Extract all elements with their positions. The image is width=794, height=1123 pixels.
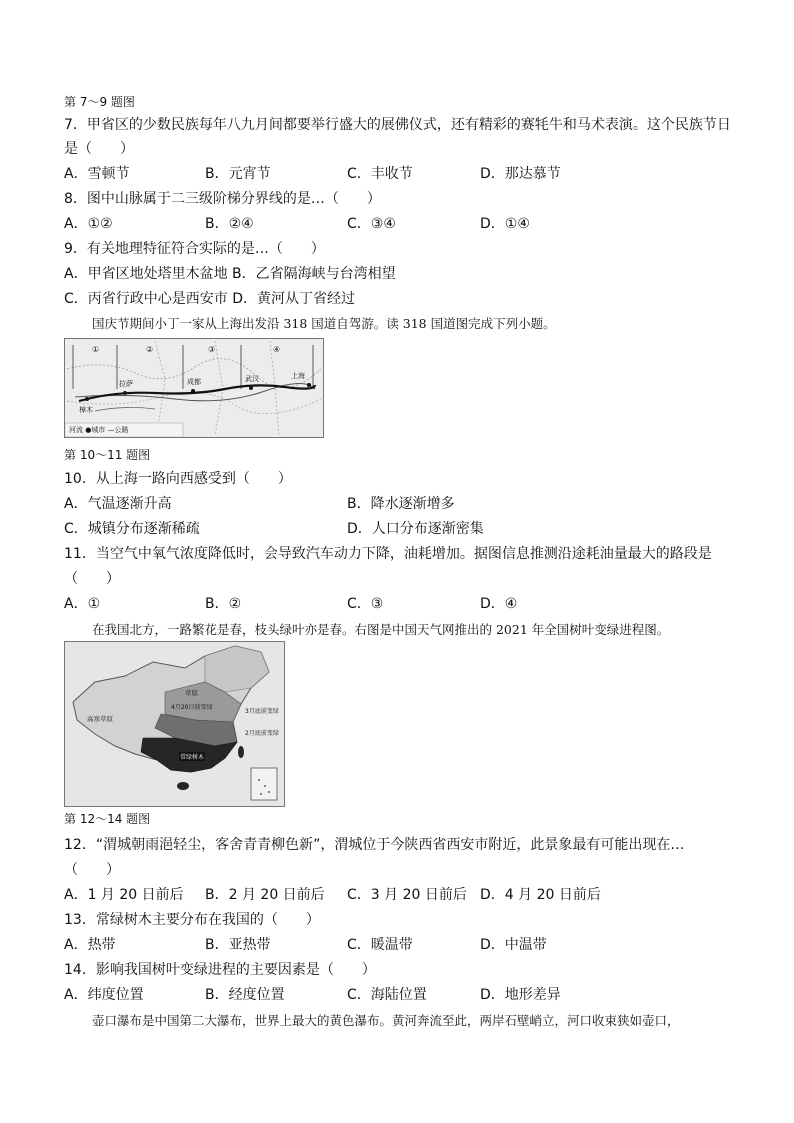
q9-options-row-2: C．丙省行政中心是西安市 D．黄河从丁省经过 [64, 291, 356, 307]
q14-option-c: C．海陆位置 [347, 987, 427, 1003]
map-segment-1: ① [92, 345, 100, 354]
q10-option-d: D．人口分布逐渐密集 [347, 521, 484, 537]
map-label-march-end: 3月底前变绿 [245, 708, 279, 715]
question-8-text: 8．图中山脉属于二三级阶梯分界线的是…（ ） [64, 191, 381, 207]
map-label-grassland: 草原 [185, 689, 198, 697]
map-city-wuhan: 武汉 [245, 375, 259, 383]
q12-option-b: B．2 月 20 日前后 [205, 887, 325, 903]
figure-caption-10-11: 第 10～11 题图 [64, 448, 151, 462]
map-city-chengdu: 成都 [187, 378, 201, 386]
q10-11-intro: 国庆节期间小丁一家从上海出发沿 318 国道自驾游。读 318 国道图完成下列小题。 [92, 316, 556, 331]
q11-option-a: A．① [64, 596, 101, 612]
q14-option-a: A．纬度位置 [64, 987, 144, 1003]
q7-option-d: D．那达慕节 [480, 166, 561, 182]
q8-option-b: B．②④ [205, 216, 254, 232]
map-legend: 河流 ●城市 —公路 [69, 426, 129, 434]
q14-option-b: B．经度位置 [205, 987, 285, 1003]
q12-14-intro: 在我国北方，一路繁花是春，枝头绿叶亦是春。右图是中国天气网推出的 2021 年全国树叶变绿进程图。 [92, 622, 670, 637]
q7-option-b: B．元宵节 [205, 166, 271, 182]
map-segment-3: ③ [208, 345, 216, 354]
figure-caption-12-14: 第 12～14 题图 [64, 812, 151, 826]
q7-option-c: C．丰收节 [347, 166, 413, 182]
q7-option-a: A．雪顿节 [64, 166, 130, 182]
question-11-text: 11．当空气中氧气浓度降低时，会导致汽车动力下降，油耗增加。据图信息推测沿途耗油量最大的路段是 [64, 546, 712, 562]
question-11-text-cont: （ ） [64, 571, 120, 587]
q13-option-d: D．中温带 [480, 937, 547, 953]
route-318-map [64, 338, 324, 438]
q12-option-c: C．3 月 20 日前后 [347, 887, 467, 903]
map-label-alpine-grassland: 高寒草原 [87, 715, 113, 723]
question-14-text: 14．影响我国树叶变绿进程的主要因素是（ ） [64, 962, 376, 978]
question-10-text: 10．从上海一路向西感受到（ ） [64, 471, 292, 487]
map-city-lhasa: 拉萨 [119, 380, 133, 388]
q13-option-b: B．亚热带 [205, 937, 271, 953]
q10-option-b: B．降水逐渐增多 [347, 496, 455, 512]
q9-options-row-1: A．甲省区地处塔里木盆地 B．乙省隔海峡与台湾相望 [64, 266, 396, 282]
map-segment-4: ④ [273, 345, 281, 354]
question-12-text: 12．“渭城朝雨浥轻尘，客舍青青柳色新”，渭城位于今陕西省西安市附近，此景象最有可能出现在… [64, 837, 685, 853]
q12-option-a: A．1 月 20 日前后 [64, 887, 184, 903]
q13-option-a: A．热带 [64, 937, 116, 953]
map-label-feb-end: 2月底前变绿 [245, 730, 279, 737]
q11-option-d: D．④ [480, 596, 518, 612]
leaf-greening-map [64, 641, 285, 807]
question-7-text: 7．甲省区的少数民族每年八九月间都要举行盛大的展佛仪式，还有精彩的赛牦牛和马术表演。这个民族节日 [64, 117, 731, 133]
q14-option-d: D．地形差异 [480, 987, 561, 1003]
q8-option-a: A．①② [64, 216, 113, 232]
map-city-shanghai: 上海 [291, 372, 305, 380]
q8-option-c: C．③④ [347, 216, 396, 232]
map-city-zhangmu: 樟木 [79, 406, 93, 414]
q12-option-d: D．4 月 20 日前后 [480, 887, 601, 903]
map-label-evergreen: 常绿树木 [180, 754, 205, 761]
q13-option-c: C．暖温带 [347, 937, 413, 953]
figure-caption-7-9: 第 7～9 题图 [64, 95, 135, 109]
q8-option-d: D．①④ [480, 216, 530, 232]
q10-option-c: C．城镇分布逐渐稀疏 [64, 521, 200, 537]
q10-option-a: A．气温逐渐升高 [64, 496, 172, 512]
question-7-text-cont: 是（ ） [64, 141, 134, 157]
q11-option-b: B．② [205, 596, 242, 612]
question-13-text: 13．常绿树木主要分布在我国的（ ） [64, 912, 320, 928]
q11-option-c: C．③ [347, 596, 384, 612]
map-label-april-20: 4月20日前变绿 [171, 704, 213, 711]
question-9-text: 9．有关地理特征符合实际的是…（ ） [64, 241, 325, 257]
question-12-text-cont: （ ） [64, 862, 120, 878]
map-segment-2: ② [146, 345, 154, 354]
q15-intro: 壶口瀑布是中国第二大瀑布，世界上最大的黄色瀑布。黄河奔流至此，两岸石壁峭立，河口收束狭如壶口， [92, 1013, 680, 1028]
